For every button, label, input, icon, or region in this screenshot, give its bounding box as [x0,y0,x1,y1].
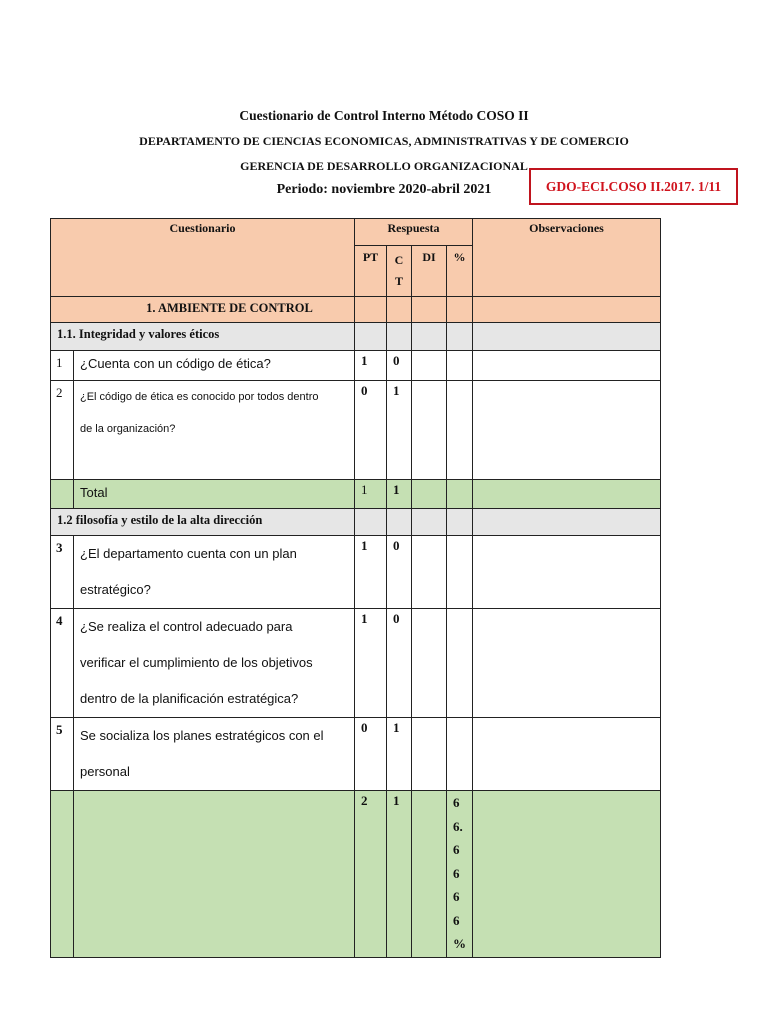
document-title: Cuestionario de Control Interno Método COSO II [239,108,529,123]
question-text: ¿Cuenta con un código de ética? [74,351,355,381]
total-ct: 1 [387,480,412,509]
total-ct: 1 [387,791,412,958]
question-line: estratégico? [80,582,151,597]
question-text [74,609,355,718]
period-heading: Periodo: noviembre 2020-abril 2021 [276,182,492,197]
question-line: ¿El código de ética es conocido por todos dentro [80,391,319,403]
percent-char: 6 [453,889,460,904]
percent-char: 6 [453,842,460,857]
subsection-title-1: 1.1. Integridad y valores éticos [51,323,355,351]
question-number: 1 [51,351,74,381]
pt-value: 0 [355,381,387,480]
header-di: DI [412,246,447,297]
ct-value: 1 [387,381,412,480]
percent-char: 6. [453,818,463,834]
ct-value: 1 [387,718,412,791]
document-code-box [529,168,738,205]
pt-value: 1 [355,536,387,609]
pt-value: 1 [355,609,387,718]
control-questionnaire-table [50,218,661,958]
question-line: de la organización? [80,423,176,435]
section-title: 1. AMBIENTE DE CONTROL [51,297,355,323]
subsection-row [51,509,661,536]
department-heading: DEPARTAMENTO DE CIENCIAS ECONOMICAS, ADMINISTRATIVAS Y DE COMERCIO [139,134,629,148]
question-line: Se socializa los planes estratégicos con el [80,728,324,743]
table-row [51,536,661,609]
percent-char: % [453,936,466,951]
header-percent: % [447,246,473,297]
header-pt: PT [355,246,387,297]
table-row [51,609,661,718]
question-number: 4 [51,609,74,718]
percent-char: 6 [453,912,460,928]
question-line: ¿Se realiza el control adecuado para [80,619,293,634]
question-line: verificar el cumplimiento de los objetivos [80,655,313,670]
ct-value: 0 [387,536,412,609]
header-ct-line2: T [394,274,403,288]
total-row [51,791,661,958]
ct-value: 0 [387,351,412,381]
question-line: dentro de la planificación estratégica? [80,691,299,706]
total-row [51,480,661,509]
header-observations: Observaciones [473,219,661,297]
question-text [74,381,355,480]
pt-value: 0 [355,718,387,791]
total-percent [447,791,473,958]
percent-char: 6 [453,865,460,881]
question-line: personal [80,764,130,779]
percent-char: 6 [453,795,460,810]
document-code: GDO-ECI.COSO II.2017. 1/11 [545,178,722,194]
question-number: 5 [51,718,74,791]
table-header-row [51,219,661,246]
section-row [51,297,661,323]
header-ct [387,246,412,297]
total-label: Total [74,480,355,509]
ct-value: 0 [387,609,412,718]
question-line: ¿El departamento cuenta con un plan [80,546,297,561]
table-row [51,718,661,791]
pt-value: 1 [355,351,387,381]
management-heading: GERENCIA DE DESARROLLO ORGANIZACIONAL [240,159,528,173]
header-ct-line1: C [394,253,404,267]
header-response: Respuesta [355,219,473,246]
table-row [51,381,661,480]
question-number: 3 [51,536,74,609]
question-number: 2 [51,381,74,480]
question-text [74,536,355,609]
subsection-row [51,323,661,351]
total-pt: 1 [355,480,387,509]
total-pt: 2 [355,791,387,958]
question-text [74,718,355,791]
header-questionnaire: Cuestionario [51,219,355,297]
table-row [51,351,661,381]
subsection-title-2: 1.2 filosofía y estilo de la alta dirección [51,509,355,536]
